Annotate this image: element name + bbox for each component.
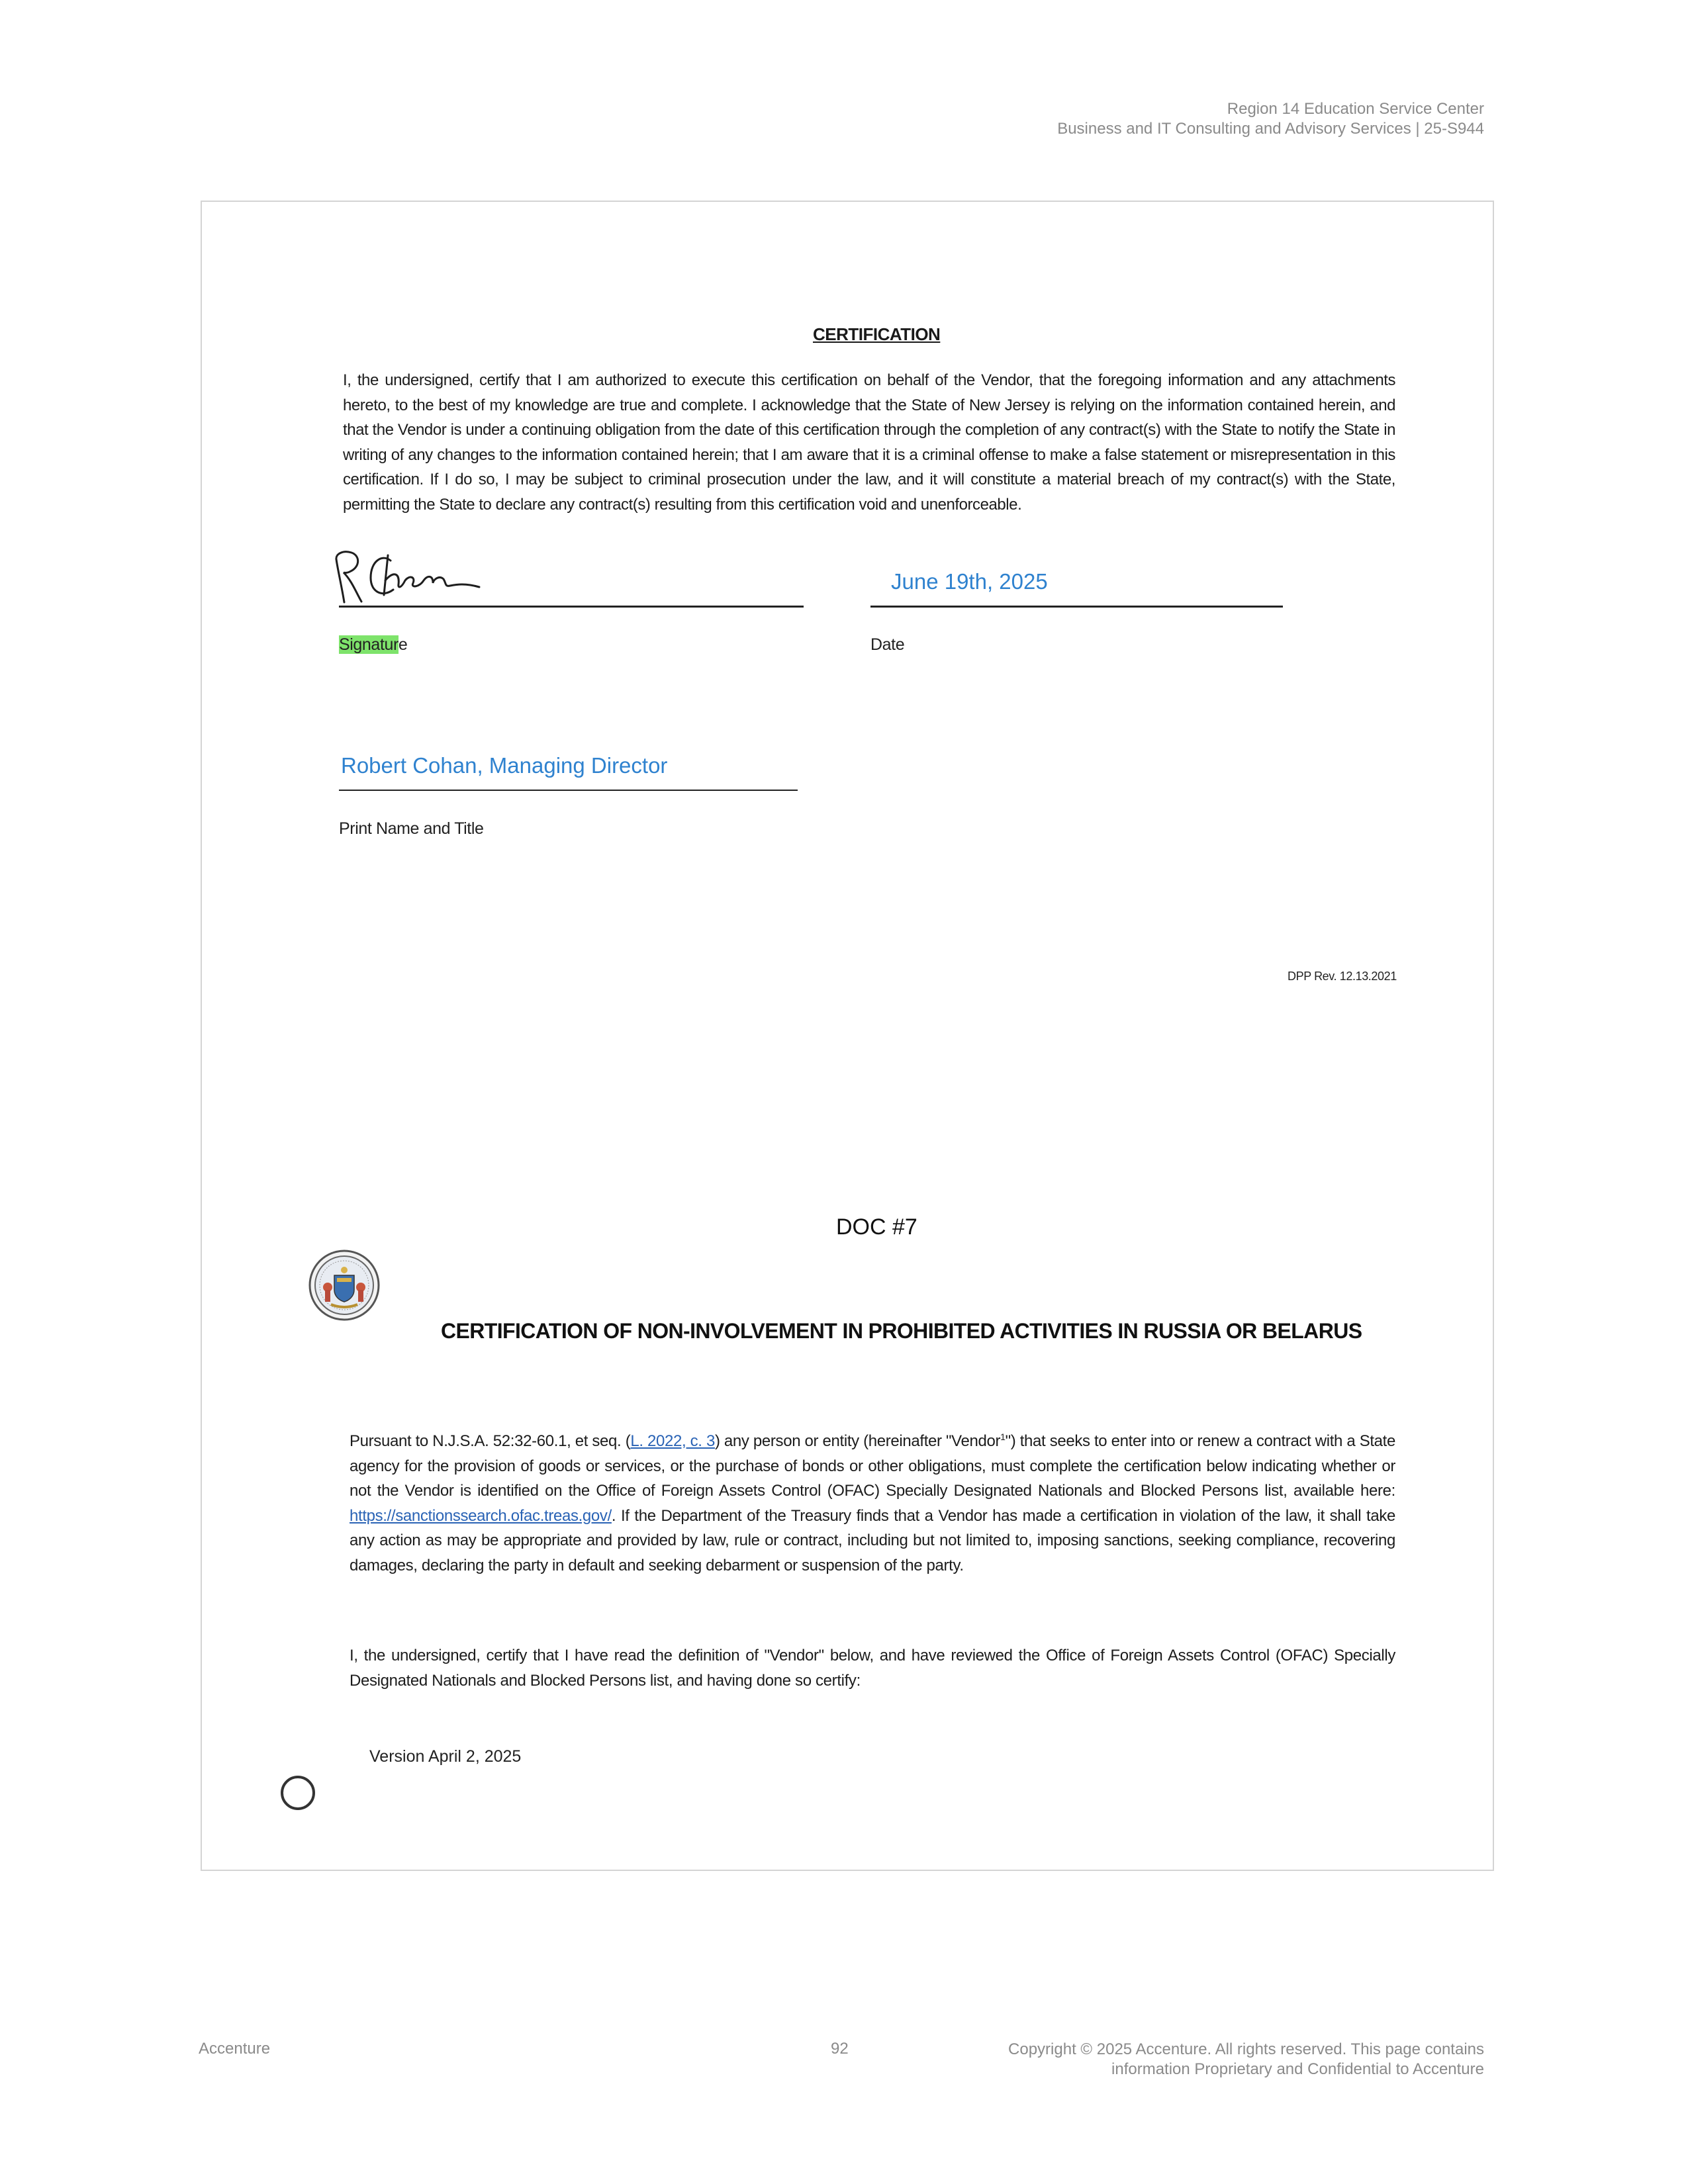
pursuant-text-b: ) any person or entity (hereinafter "Vendor	[714, 1432, 1001, 1450]
signature-label-highlight: Signatur	[339, 635, 399, 654]
signature-label-rest: e	[398, 635, 408, 654]
pursuant-text-d: . If the Department of the Treasury finds that a Vendor has made a certification in violation of the law, it shall take any action as may be appropriate and provided by law, rule or contract, including but not limited to, imposing sanctions, seeking compliance, recovering damages, declaring the party in default and seeking debarment or suspension of the party.	[350, 1506, 1395, 1574]
russia-belarus-title: CERTIFICATION OF NON-INVOLVEMENT IN PROHIBITED ACTIVITIES IN RUSSIA OR BELARUS	[441, 1319, 1362, 1343]
footer-page-number: 92	[831, 2040, 849, 2058]
revision-note: DPP Rev. 12.13.2021	[1288, 970, 1397, 983]
pursuant-text-a: Pursuant to N.J.S.A. 52:32-60.1, et seq. (	[350, 1432, 631, 1450]
date-line	[870, 606, 1283, 608]
header-line-1: Region 14 Education Service Center	[1227, 100, 1484, 118]
signature-image	[330, 546, 495, 609]
footnote-marker: 1	[1000, 1432, 1006, 1442]
doc-number: DOC #7	[836, 1214, 917, 1240]
pursuant-text-c: ") that seeks to enter into or renew a contract with a State agency for the provision of goods or services, or the purchase of bonds or other obligations, must complete the certification below indicating whether or not the Vendor is identified on the Office of Foreign Assets Control (OFAC) Specially Designated Nationals and Blocked Persons list, available here:	[350, 1432, 1395, 1500]
certification-title: CERTIFICATION	[813, 324, 941, 344]
signature-line	[339, 606, 804, 608]
ofac-sanctions-link[interactable]: https://sanctionssearch.ofac.treas.gov/	[350, 1506, 612, 1525]
version-note: Version April 2, 2025	[369, 1747, 522, 1766]
law-link[interactable]: L. 2022, c. 3	[630, 1432, 715, 1450]
signature-label	[339, 635, 407, 655]
pursuant-paragraph	[350, 1425, 1395, 1578]
header-line-2: Business and IT Consulting and Advisory Services | 25-S944	[1057, 120, 1484, 138]
name-title-field[interactable]: Robert Cohan, Managing Director	[341, 753, 668, 778]
footer-copyright-line-1: Copyright © 2025 Accenture. All rights reserved. This page contains	[1008, 2040, 1484, 2058]
date-field[interactable]: June 19th, 2025	[891, 569, 1048, 594]
name-line	[339, 790, 798, 791]
footer-company: Accenture	[199, 2040, 271, 2058]
undersigned-paragraph: I, the undersigned, certify that I have read the definition of "Vendor" below, and have reviewed the Office of Foreign Assets Control (OFAC) Specially Designated Nationals and Blocked Persons list, and having done so certify:	[350, 1647, 1395, 1690]
print-name-label: Print Name and Title	[339, 819, 484, 838]
state-seal-icon	[308, 1249, 381, 1322]
page-header	[1057, 99, 1484, 139]
radio-circle-icon[interactable]	[281, 1776, 315, 1810]
footer-copyright	[1008, 2040, 1484, 2079]
footer-copyright-line-2: information Proprietary and Confidential to Accenture	[1111, 2060, 1484, 2078]
certification-paragraph: I, the undersigned, certify that I am authorized to execute this certification on behalf of the Vendor, that the foregoing information and any attachments hereto, to the best of my knowledge are true and complete. I acknowledge that the State of New Jersey is relying on the information contained herein, and that the Vendor is under a continuing obligation from the date of this certification through the completion of any contract(s) with the State to notify the State in writing of any changes to the information contained herein; that I am aware that it is a criminal offense to make a false statement or misrepresentation in this certification. If I do so, I may be subject to criminal prosecution under the law, and it will constitute a material breach of my contract(s) with the State, permitting the State to declare any contract(s) resulting from this certification void and unenforceable.	[343, 371, 1395, 514]
date-label: Date	[870, 635, 905, 654]
